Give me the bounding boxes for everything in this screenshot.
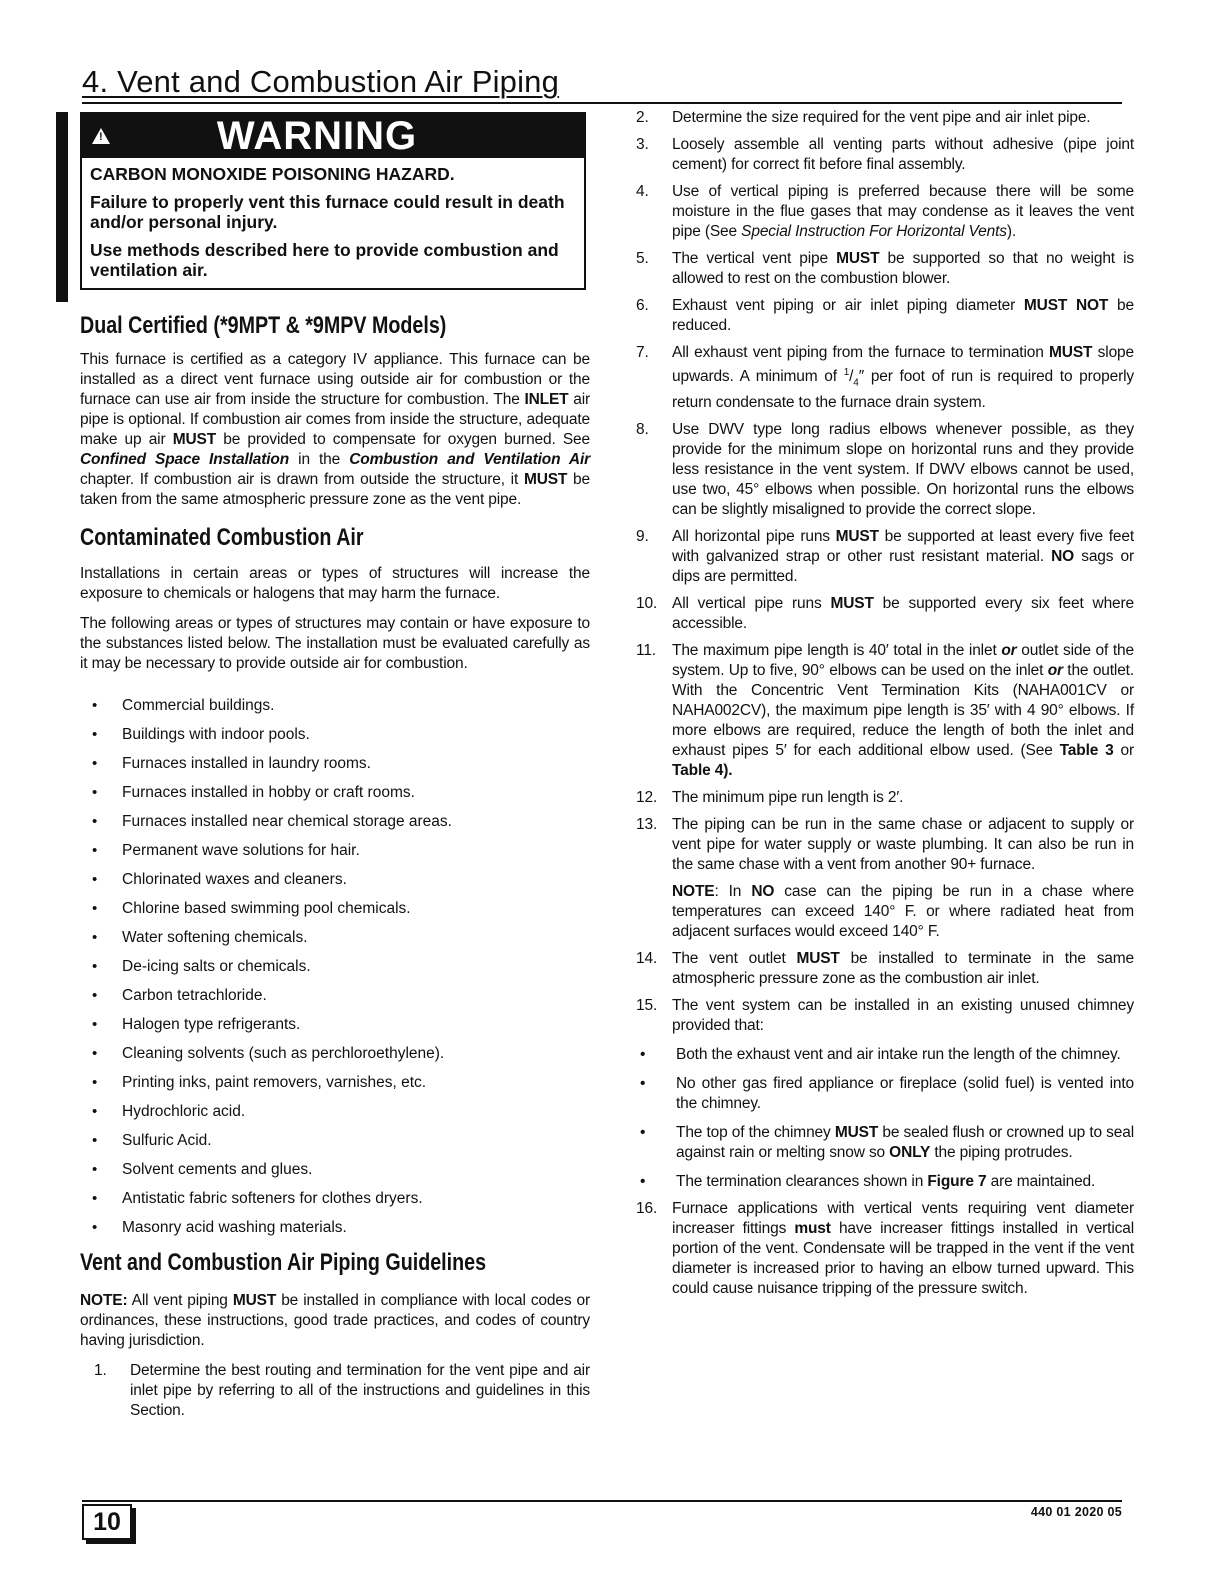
guideline-note-13: NOTE: In NO case can the piping be run in a chase where temperatures can exceed 140° F. or where radiated heat from adjacent surfaces would exceed 140° F. — [672, 883, 1134, 941]
list-item: • Cleaning solvents (such as perchloroethylene). — [80, 1044, 590, 1073]
guideline-item-7: 7. All exhaust vent piping from the furnace to termination MUST slope upwards. A minimum of $^1/_4''$ per foot of run is required to properly return condensate to the furnace drain system. — [636, 344, 1134, 412]
warning-side-bar — [56, 112, 68, 302]
footer-rule — [82, 1500, 1122, 1502]
section-heading-contaminated: Contaminated Combustion Air — [80, 524, 364, 551]
list-item: • Printing inks, paint removers, varnishes, etc. — [80, 1073, 590, 1102]
guideline-item-1 — [80, 1361, 590, 1421]
left-column — [80, 112, 590, 1421]
warning-line: Use methods described here to provide combustion and ventilation air. — [90, 240, 559, 280]
guideline-item-11: 11. The maximum pipe length is 40′ total in the inlet or outlet side of the system. Up to five, 90° elbows can be used on the inlet or the outlet. With the Concentric Vent Termination Kits (NAHA001CV or NAHA002CV), the maximum pipe length is 35′ with 4 90° elbows. If more elbows are required, reduce the length of both the inlet and exhaust pipes 5′ for each additional elbow used. (See Table 3 or Table 4). — [636, 642, 1134, 780]
guideline-item-6: 6. Exhaust vent piping or air inlet piping diameter MUST NOT be reduced. — [636, 297, 1134, 334]
contaminated-paragraph-2: The following areas or types of structures may contain or have exposure to the substances listed below. The installation must be evaluated carefully as it may be necessary to provide outside air for combustion. — [80, 615, 590, 672]
list-item: • Furnaces installed near chemical storage areas. — [80, 812, 590, 841]
guideline-item-2: 2. Determine the size required for the vent pipe and air inlet pipe. — [636, 109, 1091, 126]
list-item: • Buildings with indoor pools. — [80, 725, 590, 754]
guideline-item-4: 4. Use of vertical piping is preferred because there will be some moisture in the flue gases that may condense as it leaves the vent pipe (See Special Instruction For Horizontal Vents). — [636, 183, 1134, 240]
warning-title: WARNING — [216, 113, 418, 158]
guidelines-note: NOTE: All vent piping MUST be installed in compliance with local codes or ordinances, these instructions, good trade practices, and codes of country having jurisdiction. — [80, 1292, 590, 1349]
guideline-item-10: 10. All vertical pipe runs MUST be supported every six feet where accessible. — [636, 595, 1134, 633]
list-item: • Masonry acid washing materials. — [80, 1218, 590, 1247]
list-item: • Water softening chemicals. — [80, 928, 590, 957]
list-item: • Chlorinated waxes and cleaners. — [80, 870, 590, 899]
list-item: • Hydrochloric acid. — [80, 1102, 590, 1131]
guideline-item-12: 12. The minimum pipe run length is 2′. — [636, 789, 904, 807]
guideline-item-15: 15. The vent system can be installed in an existing unused chimney provided that: — [636, 997, 1134, 1035]
chimney-bullet-1: • Both the exhaust vent and air intake run the length of the chimney. — [640, 1046, 1121, 1064]
section-heading-guidelines: Vent and Combustion Air Piping Guidelines — [80, 1249, 487, 1276]
list-item: • Commercial buildings. — [80, 696, 590, 725]
list-item: • Permanent wave solutions for hair. — [80, 841, 590, 870]
list-item: • Furnaces installed in laundry rooms. — [80, 754, 590, 783]
chimney-bullet-2: • No other gas fired appliance or fireplace (solid fuel) is vented into the chimney. — [640, 1075, 1134, 1113]
list-item: • Solvent cements and glues. — [80, 1160, 590, 1189]
contaminant-list — [80, 696, 590, 1247]
warning-block — [56, 112, 590, 290]
list-item: • Furnaces installed in hobby or craft rooms. — [80, 783, 590, 812]
list-item: • Carbon tetrachloride. — [80, 986, 590, 1015]
warning-line: CARBON MONOXIDE POISONING HAZARD. — [90, 164, 455, 184]
warning-triangle-icon — [92, 128, 110, 144]
warning-body — [82, 158, 584, 288]
warning-box — [80, 112, 586, 290]
list-item: • Chlorine based swimming pool chemicals. — [80, 899, 590, 928]
section-heading-dual: Dual Certified (*9MPT & *9MPV Models) — [80, 312, 447, 339]
contaminated-paragraph-1: Installations in certain areas or types of structures will increase the exposure to chemicals or halogens that may harm the furnace. — [80, 565, 590, 602]
page-number: 10 — [82, 1504, 132, 1540]
guideline-item-14: 14. The vent outlet MUST be installed to terminate in the same atmospheric pressure zone as the combustion air inlet. — [636, 950, 1134, 988]
guideline-item-3: 3. Loosely assemble all venting parts without adhesive (pipe joint cement) for correct fit before final assembly. — [636, 136, 1134, 173]
guideline-item-5: 5. The vertical vent pipe MUST be supported so that no weight is allowed to rest on the combustion blower. — [636, 250, 1134, 287]
warning-line: Failure to properly vent this furnace could result in death and/or personal injury. — [90, 192, 565, 232]
guideline-item-8: 8. Use DWV type long radius elbows whenever possible, as they provide for the minimum slope on horizontal runs and they provide less resistance in the vent system. If DWV elbows cannot be used, use two, 45° elbows when possible. On horizontal runs the elbows can be slightly misaligned to provide the correct slope. — [636, 421, 1134, 519]
right-column — [636, 108, 1134, 1299]
chimney-bullet-4: • The termination clearances shown in Figure 7 are maintained. — [640, 1173, 1096, 1191]
list-item: • Antistatic fabric softeners for clothes dryers. — [80, 1189, 590, 1218]
list-item: • Sulfuric Acid. — [80, 1131, 590, 1160]
list-item: • Halogen type refrigerants. — [80, 1015, 590, 1044]
guideline-item-9: 9. All horizontal pipe runs MUST be supported at least every five feet with galvanized strap or other rust resistant material. NO sags or dips are permitted. — [636, 528, 1134, 586]
item-number: 1. — [94, 1362, 107, 1379]
dual-paragraph: This furnace is certified as a category IV appliance. This furnace can be installed as a direct vent furnace using outside air for combustion or the furnace can use air from inside the structure for combustion. The INLET air pipe is optional. If combustion air comes from inside the structure, adequate make up air MUST be provided to compensate for oxygen burned. See Confined Space Installation in the Combustion and Ventilation Air chapter. If combustion air is drawn from outside the structure, it MUST be taken from the same atmospheric pressure zone as the vent pipe. — [80, 351, 591, 508]
guideline-item-13: 13. The piping can be run in the same chase or adjacent to supply or vent pipe for water supply or waste plumbing. It can also be run in the same chase with a vent from another 90+ furnace. — [636, 816, 1134, 874]
list-item: • De-icing salts or chemicals. — [80, 957, 590, 986]
item-text: Determine the best routing and termination for the vent pipe and air inlet pipe by referring to all of the instructions and guidelines in this Section. — [130, 1362, 590, 1419]
guideline-item-16: 16. Furnace applications with vertical vents requiring vent diameter increaser fittings must have increaser fittings installed in vertical portion of the vent. Condensate will be trapped in the vent if the vent diameter is increased prior to having an elbow turned upward. This could cause nuisance tripping of the pressure switch. — [636, 1200, 1134, 1298]
chimney-bullet-3: • The top of the chimney MUST be sealed flush or crowned up to seal against rain or melting snow so ONLY the piping protrudes. — [640, 1124, 1134, 1162]
warning-header — [82, 114, 584, 158]
page-title: 4. Vent and Combustion Air Piping — [82, 62, 1122, 104]
document-code: 440 01 2020 05 — [1030, 1505, 1122, 1519]
